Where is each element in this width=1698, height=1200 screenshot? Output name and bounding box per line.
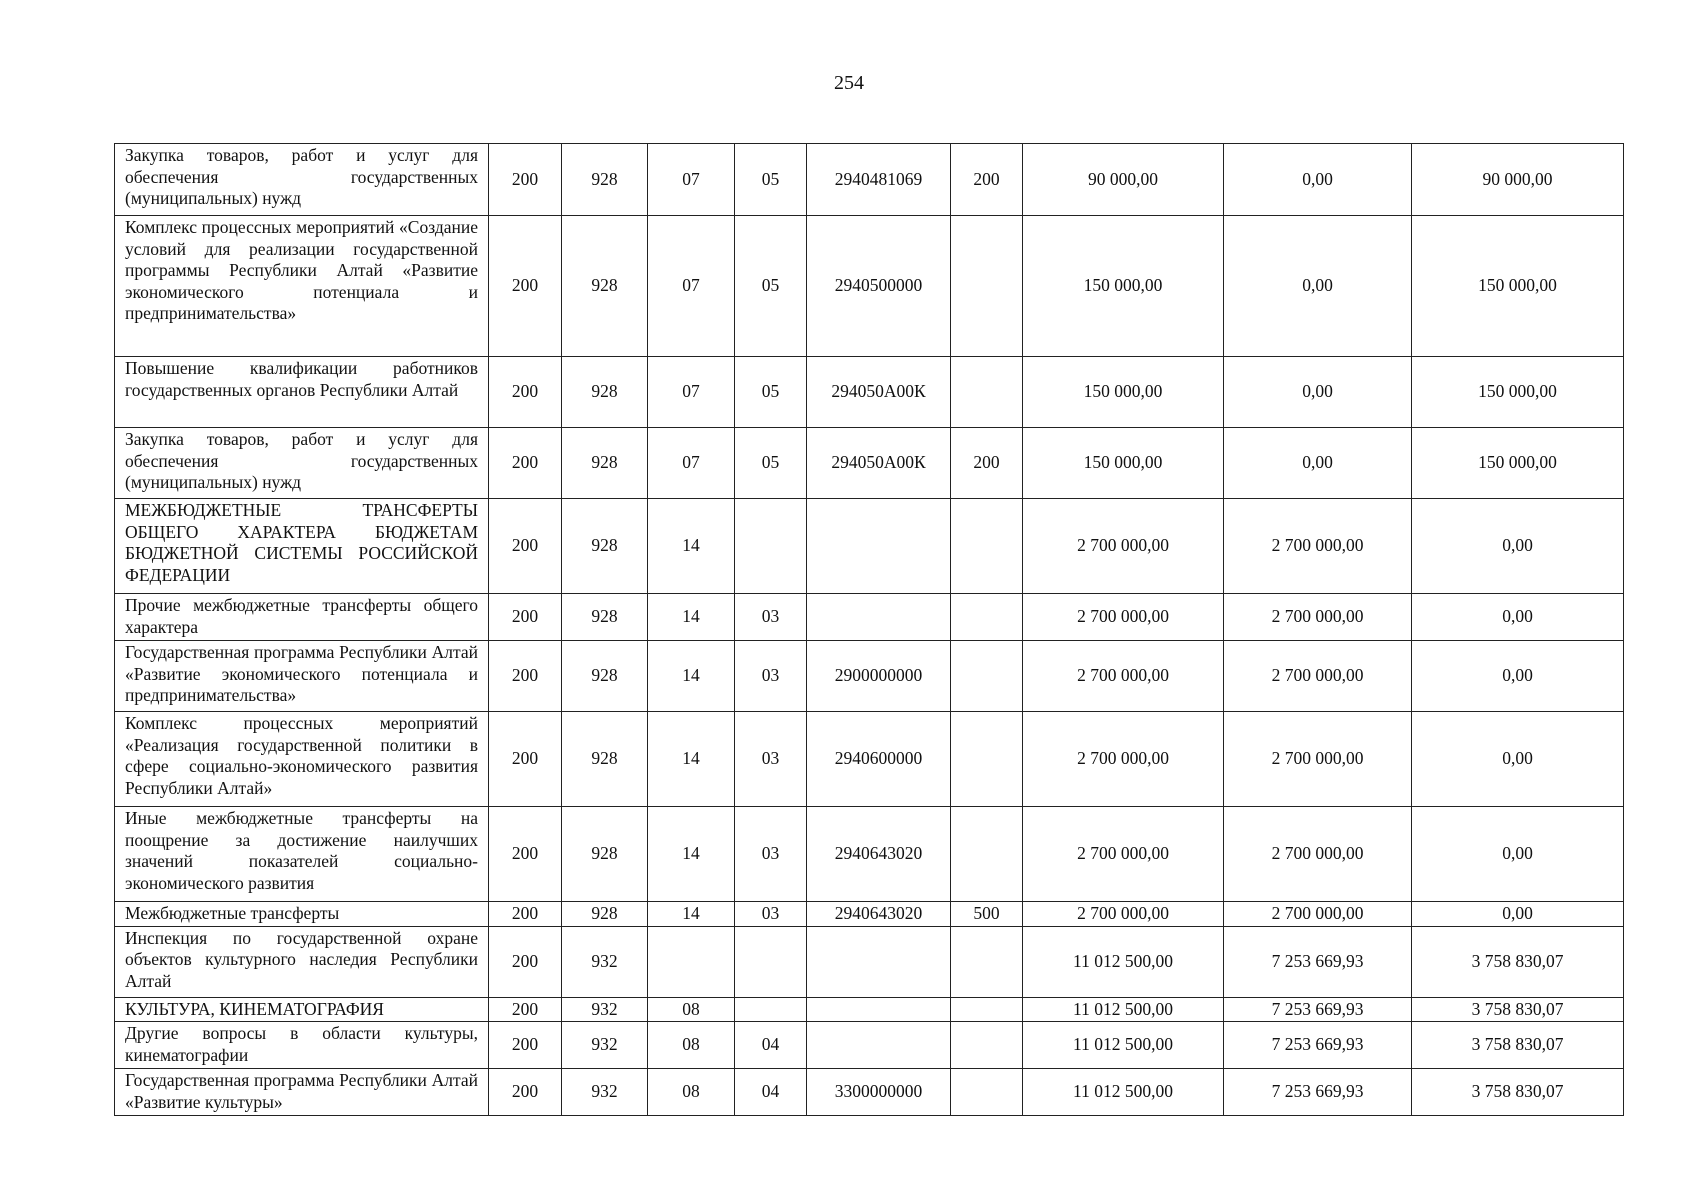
table-row <box>115 926 1624 997</box>
code-ministry: 928 <box>562 902 648 927</box>
code-ministry: 928 <box>562 594 648 641</box>
row-name: Повышение квалификации работников государственных органов Республики Алтай <box>115 357 489 428</box>
code-ministry: 928 <box>562 499 648 594</box>
table-row <box>115 499 1624 594</box>
amount-republic: 150 000,00 <box>1412 216 1624 357</box>
amount-republic: 90 000,00 <box>1412 144 1624 216</box>
code-admin: 200 <box>489 997 562 1022</box>
amount-total: 2 700 000,00 <box>1023 641 1224 712</box>
amount-republic: 0,00 <box>1412 499 1624 594</box>
code-expense-type <box>951 499 1023 594</box>
code-admin: 200 <box>489 1022 562 1069</box>
code-subsection: 05 <box>735 144 807 216</box>
amount-total: 2 700 000,00 <box>1023 712 1224 807</box>
code-expense-type <box>951 997 1023 1022</box>
row-name: Другие вопросы в области культуры, кинематографии <box>115 1022 489 1069</box>
code-admin: 200 <box>489 357 562 428</box>
amount-federal: 7 253 669,93 <box>1224 1069 1412 1116</box>
amount-total: 11 012 500,00 <box>1023 997 1224 1022</box>
code-expense-type <box>951 712 1023 807</box>
code-expense-type <box>951 594 1023 641</box>
code-section: 14 <box>648 499 735 594</box>
table-row <box>115 1069 1624 1116</box>
code-ministry: 928 <box>562 357 648 428</box>
code-admin: 200 <box>489 641 562 712</box>
code-target-article: 2940643020 <box>807 902 951 927</box>
amount-federal: 0,00 <box>1224 144 1412 216</box>
budget-table <box>114 143 1624 1116</box>
code-admin: 200 <box>489 428 562 499</box>
code-section: 07 <box>648 216 735 357</box>
amount-federal: 0,00 <box>1224 428 1412 499</box>
table-row <box>115 144 1624 216</box>
amount-total: 11 012 500,00 <box>1023 1022 1224 1069</box>
code-target-article: 2900000000 <box>807 641 951 712</box>
row-name: Межбюджетные трансферты <box>115 902 489 927</box>
row-name: Инспекция по государственной охране объектов культурного наследия Республики Алтай <box>115 926 489 997</box>
code-admin: 200 <box>489 144 562 216</box>
code-subsection <box>735 499 807 594</box>
table-row <box>115 641 1624 712</box>
code-subsection: 05 <box>735 357 807 428</box>
code-section: 08 <box>648 1069 735 1116</box>
amount-republic: 0,00 <box>1412 902 1624 927</box>
amount-total: 2 700 000,00 <box>1023 902 1224 927</box>
amount-republic: 0,00 <box>1412 712 1624 807</box>
code-section: 08 <box>648 997 735 1022</box>
table-row <box>115 216 1624 357</box>
code-section: 07 <box>648 428 735 499</box>
table-row <box>115 594 1624 641</box>
code-section: 07 <box>648 144 735 216</box>
code-section: 14 <box>648 807 735 902</box>
amount-republic: 3 758 830,07 <box>1412 997 1624 1022</box>
code-target-article <box>807 499 951 594</box>
amount-federal: 2 700 000,00 <box>1224 641 1412 712</box>
row-name: КУЛЬТУРА, КИНЕМАТОГРАФИЯ <box>115 997 489 1022</box>
row-name: Закупка товаров, работ и услуг для обеспечения государственных (муниципальных) нужд <box>115 144 489 216</box>
code-admin: 200 <box>489 594 562 641</box>
table-row <box>115 997 1624 1022</box>
amount-republic: 0,00 <box>1412 807 1624 902</box>
code-ministry: 928 <box>562 428 648 499</box>
row-name: Государственная программа Республики Алтай «Развитие экономического потенциала и предпринимательства» <box>115 641 489 712</box>
code-target-article: 3300000000 <box>807 1069 951 1116</box>
table-row <box>115 902 1624 927</box>
amount-federal: 2 700 000,00 <box>1224 499 1412 594</box>
code-admin: 200 <box>489 712 562 807</box>
table-row <box>115 1022 1624 1069</box>
code-subsection: 03 <box>735 902 807 927</box>
budget-table-body <box>115 144 1624 1116</box>
code-expense-type: 200 <box>951 428 1023 499</box>
code-section: 14 <box>648 594 735 641</box>
code-target-article: 2940600000 <box>807 712 951 807</box>
amount-federal: 2 700 000,00 <box>1224 902 1412 927</box>
code-target-article <box>807 997 951 1022</box>
amount-total: 150 000,00 <box>1023 428 1224 499</box>
code-target-article: 294050А00К <box>807 357 951 428</box>
row-name: МЕЖБЮДЖЕТНЫЕ ТРАНСФЕРТЫ ОБЩЕГО ХАРАКТЕРА БЮДЖЕТАМ БЮДЖЕТНОЙ СИСТЕМЫ РОССИЙСКОЙ ФЕДЕРАЦИИ <box>115 499 489 594</box>
amount-federal: 2 700 000,00 <box>1224 807 1412 902</box>
code-subsection: 03 <box>735 641 807 712</box>
amount-total: 2 700 000,00 <box>1023 499 1224 594</box>
code-section: 14 <box>648 641 735 712</box>
code-target-article: 2940643020 <box>807 807 951 902</box>
code-section: 14 <box>648 902 735 927</box>
code-admin: 200 <box>489 1069 562 1116</box>
code-target-article <box>807 594 951 641</box>
code-ministry: 928 <box>562 641 648 712</box>
amount-republic: 3 758 830,07 <box>1412 1022 1624 1069</box>
code-ministry: 928 <box>562 807 648 902</box>
code-expense-type <box>951 357 1023 428</box>
code-subsection: 03 <box>735 712 807 807</box>
code-expense-type <box>951 807 1023 902</box>
code-ministry: 932 <box>562 926 648 997</box>
amount-total: 11 012 500,00 <box>1023 926 1224 997</box>
code-subsection: 03 <box>735 594 807 641</box>
code-subsection: 05 <box>735 428 807 499</box>
page-number: 254 <box>834 72 864 94</box>
code-subsection <box>735 997 807 1022</box>
amount-federal: 7 253 669,93 <box>1224 997 1412 1022</box>
code-expense-type <box>951 1069 1023 1116</box>
code-ministry: 932 <box>562 997 648 1022</box>
code-admin: 200 <box>489 216 562 357</box>
code-subsection: 05 <box>735 216 807 357</box>
code-subsection: 04 <box>735 1022 807 1069</box>
amount-total: 11 012 500,00 <box>1023 1069 1224 1116</box>
amount-republic: 0,00 <box>1412 594 1624 641</box>
amount-republic: 3 758 830,07 <box>1412 926 1624 997</box>
amount-total: 2 700 000,00 <box>1023 807 1224 902</box>
code-subsection: 04 <box>735 1069 807 1116</box>
code-target-article <box>807 1022 951 1069</box>
code-expense-type: 500 <box>951 902 1023 927</box>
code-ministry: 932 <box>562 1069 648 1116</box>
code-expense-type <box>951 216 1023 357</box>
table-row <box>115 357 1624 428</box>
code-subsection: 03 <box>735 807 807 902</box>
row-name: Государственная программа Республики Алтай «Развитие культуры» <box>115 1069 489 1116</box>
code-section: 07 <box>648 357 735 428</box>
code-target-article: 294050А00К <box>807 428 951 499</box>
row-name: Прочие межбюджетные трансферты общего характера <box>115 594 489 641</box>
row-name: Закупка товаров, работ и услуг для обеспечения государственных (муниципальных) нужд <box>115 428 489 499</box>
table-row <box>115 712 1624 807</box>
table-row <box>115 807 1624 902</box>
code-section: 14 <box>648 712 735 807</box>
code-admin: 200 <box>489 902 562 927</box>
code-ministry: 928 <box>562 216 648 357</box>
amount-total: 90 000,00 <box>1023 144 1224 216</box>
amount-total: 150 000,00 <box>1023 216 1224 357</box>
code-admin: 200 <box>489 499 562 594</box>
row-name: Комплекс процессных мероприятий «Создание условий для реализации государственной программы Республики Алтай «Развитие экономического потенциала и предпринимательства» <box>115 216 489 357</box>
amount-republic: 150 000,00 <box>1412 428 1624 499</box>
code-section: 08 <box>648 1022 735 1069</box>
amount-federal: 2 700 000,00 <box>1224 712 1412 807</box>
amount-total: 150 000,00 <box>1023 357 1224 428</box>
amount-federal: 0,00 <box>1224 216 1412 357</box>
amount-federal: 0,00 <box>1224 357 1412 428</box>
amount-republic: 3 758 830,07 <box>1412 1069 1624 1116</box>
amount-total: 2 700 000,00 <box>1023 594 1224 641</box>
amount-federal: 7 253 669,93 <box>1224 1022 1412 1069</box>
code-expense-type <box>951 641 1023 712</box>
code-admin: 200 <box>489 807 562 902</box>
code-target-article <box>807 926 951 997</box>
code-ministry: 928 <box>562 712 648 807</box>
amount-federal: 7 253 669,93 <box>1224 926 1412 997</box>
code-expense-type <box>951 1022 1023 1069</box>
amount-federal: 2 700 000,00 <box>1224 594 1412 641</box>
amount-republic: 0,00 <box>1412 641 1624 712</box>
code-section <box>648 926 735 997</box>
row-name: Комплекс процессных мероприятий «Реализация государственной политики в сфере социально-экономического развития Республики Алтай» <box>115 712 489 807</box>
code-ministry: 932 <box>562 1022 648 1069</box>
code-ministry: 928 <box>562 144 648 216</box>
code-target-article: 2940481069 <box>807 144 951 216</box>
amount-republic: 150 000,00 <box>1412 357 1624 428</box>
table-row <box>115 428 1624 499</box>
code-subsection <box>735 926 807 997</box>
code-expense-type <box>951 926 1023 997</box>
code-admin: 200 <box>489 926 562 997</box>
row-name: Иные межбюджетные трансферты на поощрение за достижение наилучших значений показателей социально-экономического развития <box>115 807 489 902</box>
code-target-article: 2940500000 <box>807 216 951 357</box>
code-expense-type: 200 <box>951 144 1023 216</box>
